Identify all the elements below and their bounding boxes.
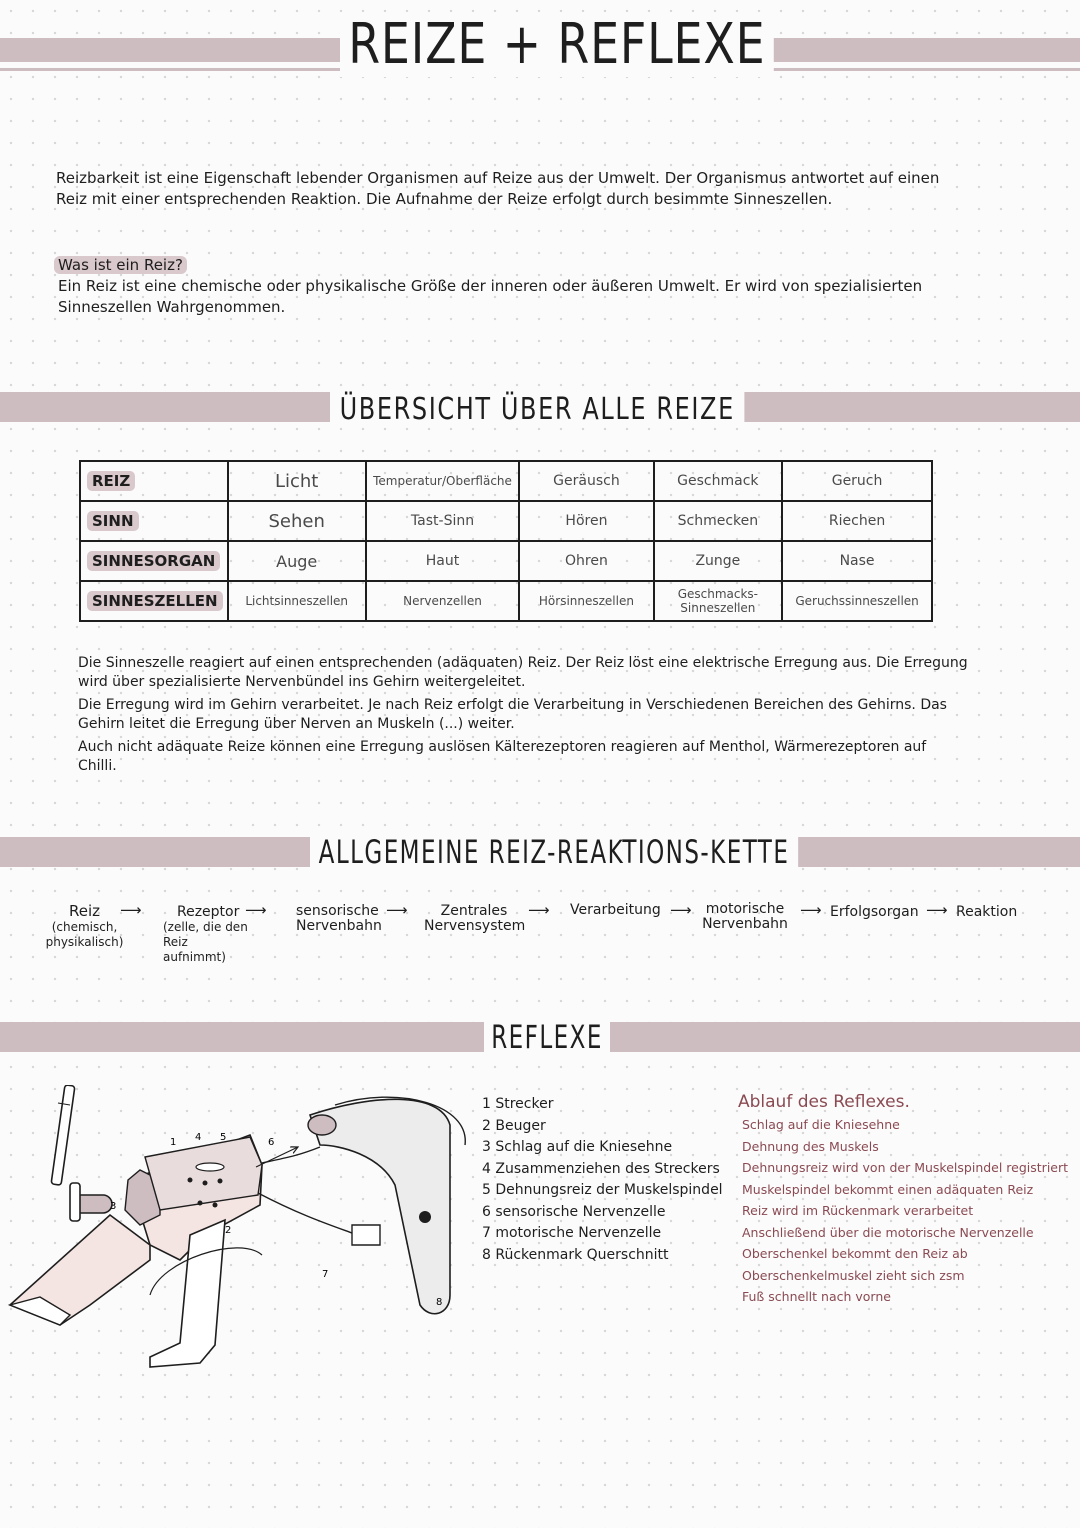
chain-step-label: Rezeptor xyxy=(177,904,240,920)
row-header xyxy=(80,541,228,581)
table-cell: Lichtsinneszellen xyxy=(228,581,366,621)
chain-step-rezeptor xyxy=(163,904,253,965)
table-cell: Tast-Sinn xyxy=(366,501,520,541)
overview-text-3: Auch nicht adäquate Reize können eine Erregung auslösen Kälterezeptoren reagieren auf Menthol, Wärmerezeptoren auf Chilli. xyxy=(78,739,927,774)
table-cell: Hörsinneszellen xyxy=(519,581,653,621)
table-cell: Geschmacks-Sinneszellen xyxy=(654,581,783,621)
table-cell: Temperatur/Oberfläche xyxy=(366,461,520,501)
chain-arrow-6: ⟶ xyxy=(800,901,822,919)
table-cell: Ohren xyxy=(519,541,653,581)
table-row xyxy=(80,501,932,541)
question-text: Was ist ein Reiz? xyxy=(54,256,187,274)
table-row xyxy=(80,541,932,581)
row-header-label: SINNESORGAN xyxy=(87,551,220,571)
process-step: Anschließend über die motorische Nervenzelle xyxy=(742,1224,1034,1240)
process-step: Dehnung des Muskels xyxy=(742,1138,879,1154)
diagram-label-5: 5 xyxy=(220,1132,227,1143)
motor-nerve xyxy=(258,1193,352,1233)
table-cell: Geschmack xyxy=(654,461,783,501)
reflex-hammer xyxy=(51,1085,112,1221)
process-step: Schlag auf die Kniesehne xyxy=(742,1117,900,1132)
process-step: Reiz wird im Rückenmark verarbeitet xyxy=(742,1203,974,1218)
chain-arrow-4: ⟶ xyxy=(528,901,550,919)
legend-item: 7 motorische Nervenzelle xyxy=(482,1225,662,1241)
table-cell: Riechen xyxy=(782,501,932,541)
row-header xyxy=(80,581,228,621)
table-cell: Haut xyxy=(366,541,520,581)
table-cell: Nervenzellen xyxy=(366,581,520,621)
knee-reflex-diagram xyxy=(0,1085,470,1385)
diagram-label-7: 7 xyxy=(322,1269,329,1280)
ganglion xyxy=(308,1115,336,1135)
process-step: Oberschenkel bekommt den Reiz ab xyxy=(742,1246,968,1261)
reflexe-heading: REFLEXE xyxy=(484,1018,610,1056)
chain-arrow-7: ⟶ xyxy=(926,901,948,919)
table-row xyxy=(80,581,932,621)
legend-item: 5 Dehnungsreiz der Muskelspindel xyxy=(482,1182,723,1198)
diagram-label-2: 2 xyxy=(225,1225,232,1236)
chain-step-motorisch: motorische Nervenbahn xyxy=(702,901,788,932)
answer-text: Ein Reiz ist eine chemische oder physikalische Größe der inneren oder äußeren Umwelt. Er wird von spezialisierten Sinneszellen Wahrgenommen. xyxy=(58,277,923,316)
table-cell: Licht xyxy=(228,461,366,501)
chain-step-verarbeitung: Verarbeitung xyxy=(570,902,661,918)
table-cell: Nase xyxy=(782,541,932,581)
legend-item: 1 Strecker xyxy=(482,1096,554,1112)
overview-text-2: Die Erregung wird im Gehirn verarbeitet. Je nach Reiz erfolgt die Verarbeitung in Verschiedenen Bereichen des Gehirns. Das Gehirn leitet die Erregung über Nerven an Muskeln (...) weiter. xyxy=(78,697,947,732)
diagram-label-3: 3 xyxy=(110,1201,117,1212)
intro-paragraph: Reizbarkeit ist eine Eigenschaft lebender Organismen auf Reize aus der Umwelt. Der Organismus antwortet auf einen Reiz mit einer entsprechenden Reaktion. Die Aufnahme der Reize erfolgt durch besimmte Sinneszellen. xyxy=(56,169,940,208)
process-step: Oberschenkelmuskel zieht sich zsm xyxy=(742,1267,965,1283)
diagram-label-6: 6 xyxy=(268,1137,275,1148)
page-title: REIZE + REFLEXE xyxy=(340,12,774,77)
chain-step-reaktion: Reaktion xyxy=(956,904,1018,920)
diagram-label-8: 8 xyxy=(436,1297,443,1308)
table-cell: Auge xyxy=(228,541,366,581)
chain-heading: ALLGEMEINE REIZ-REAKTIONS-KETTE xyxy=(310,833,798,871)
reflex-process xyxy=(742,1114,1072,1308)
row-header-label: REIZ xyxy=(87,471,135,491)
muscle-spindle xyxy=(196,1163,224,1171)
legend-item: 3 Schlag auf die Kniesehne xyxy=(482,1139,673,1155)
row-header-label: SINN xyxy=(87,511,139,531)
overview-heading: ÜBERSICHT ÜBER ALLE REIZE xyxy=(330,392,744,427)
process-step: Fuß schnellt nach vorne xyxy=(742,1289,891,1304)
table-cell: Zunge xyxy=(654,541,783,581)
chain-arrow-1: ⟶ xyxy=(120,901,142,919)
process-title: Ablauf des Reflexes. xyxy=(738,1092,910,1112)
legend-item: 6 sensorische Nervenzelle xyxy=(482,1203,666,1220)
legend-item: 2 Beuger xyxy=(482,1117,546,1134)
chain-step-sensorisch: sensorische Nervenbahn xyxy=(296,903,382,934)
chain-arrow-5: ⟶ xyxy=(670,901,692,919)
chain-step-erfolgsorgan: Erfolgsorgan xyxy=(830,904,919,920)
legend-item: 4 Zusammenziehen des Streckers xyxy=(482,1160,720,1177)
stimulus-table xyxy=(79,460,933,622)
diagram-label-4: 4 xyxy=(195,1132,202,1143)
legend-item: 8 Rückenmark Querschnitt xyxy=(482,1246,669,1263)
table-row xyxy=(80,461,932,501)
chain-step-zns: Zentrales Nervensystem xyxy=(424,903,526,934)
row-header-label: SINNESZELLEN xyxy=(87,591,223,611)
table-cell: Sehen xyxy=(228,501,366,541)
reflex-legend xyxy=(482,1094,732,1266)
row-header xyxy=(80,501,228,541)
chain-step-note: (chemisch, physikalisch) xyxy=(45,920,124,949)
table-cell: Geräusch xyxy=(519,461,653,501)
table-cell: Schmecken xyxy=(654,501,783,541)
table-cell: Geruchssinneszellen xyxy=(782,581,932,621)
chain-arrow-3: ⟶ xyxy=(386,901,408,919)
table-cell: Hören xyxy=(519,501,653,541)
table-cell: Geruch xyxy=(782,461,932,501)
chain-step-note: (zelle, die den Reiz aufnimmt) xyxy=(163,920,248,964)
row-header xyxy=(80,461,228,501)
overview-text-1: Die Sinneszelle reagiert auf einen entsprechenden (adäquaten) Reiz. Der Reiz löst eine elektrische Erregung aus. Die Erregung wird über spezialisierte Nervenbündel ins Gehirn weitergeleitet. xyxy=(78,655,968,690)
process-step: Muskelspindel bekommt einen adäquaten Reiz xyxy=(742,1181,1034,1197)
process-step: Dehnungsreiz wird von der Muskelspindel registriert xyxy=(742,1160,1069,1175)
chain-arrow-2: ⟶ xyxy=(245,901,267,919)
diagram-label-1: 1 xyxy=(170,1137,177,1148)
question-line xyxy=(54,255,187,276)
chain-step-label: Reiz xyxy=(68,902,101,920)
